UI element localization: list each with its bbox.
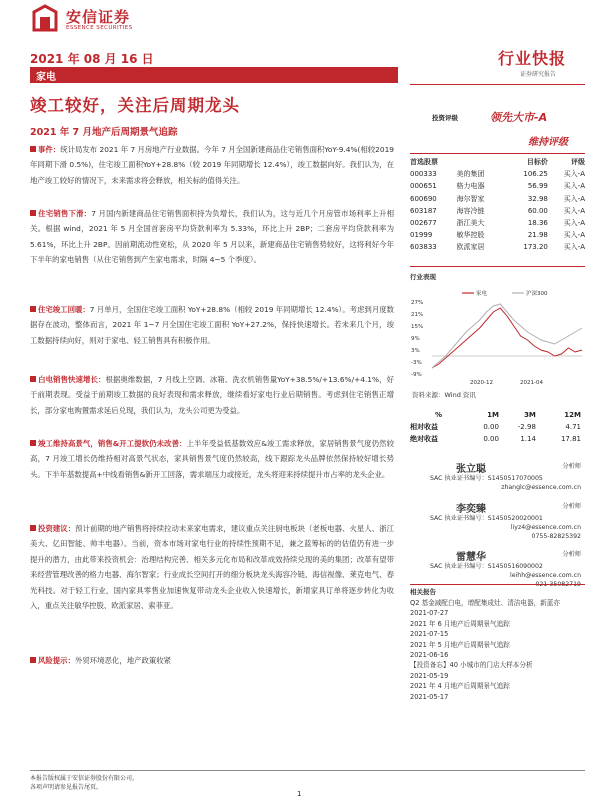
report-subtype: 证券研究报告 <box>520 71 557 78</box>
analyst-card <box>410 550 585 596</box>
related-item-title[interactable]: 2021 年 6 月地产后周期景气追踪 <box>410 619 510 628</box>
related-item-title[interactable]: 【投资备忘】40 小城市的门店大样本分析 <box>410 661 533 670</box>
performance-chart <box>410 288 585 386</box>
stock-name: 欧派家居 <box>456 243 485 252</box>
related-item[interactable] <box>410 640 585 661</box>
stock-name: 敏华控股 <box>456 231 485 240</box>
paragraph-completion <box>30 302 394 348</box>
y-tick-label: 15% <box>411 324 424 330</box>
y-tick-label: 3% <box>411 348 420 354</box>
stock-name: 海尔智家 <box>456 194 485 203</box>
table-row <box>410 217 585 229</box>
related-item[interactable] <box>410 598 585 619</box>
stock-rating: 买入-A <box>563 194 585 203</box>
related-item-title[interactable]: Q2 基金减配白电，增配集成灶、清洁电器，新蓝亦 <box>410 599 560 607</box>
stock-code: 603833 <box>410 243 437 252</box>
paragraph-appliance <box>30 372 394 418</box>
analyst-card <box>410 504 585 550</box>
bullet-icon <box>30 657 36 663</box>
paragraph-text: 外贸环境恶化，地产政策收紧 <box>74 656 172 665</box>
related-item-date: 2021-07-15 <box>410 630 449 639</box>
table-row <box>410 180 585 192</box>
divider <box>410 84 585 85</box>
stock-code: 000651 <box>410 182 437 191</box>
report-subtitle: 2021 年 7 月地产后周期景气追踪 <box>30 127 178 138</box>
related-item[interactable] <box>410 681 585 702</box>
analyst-title: 分析师 <box>562 551 581 558</box>
paragraph-head: 白电销售快速增长： <box>38 375 106 384</box>
bullet-icon <box>30 210 36 216</box>
series-line <box>432 308 582 368</box>
table-row <box>410 433 585 445</box>
perf-label: 绝对收益 <box>410 435 438 443</box>
paragraph-furniture <box>30 436 394 482</box>
paragraph-head: 事件： <box>38 145 61 154</box>
table-row <box>410 168 585 180</box>
stock-header: 评级 <box>571 158 585 167</box>
series-line <box>432 304 582 368</box>
stock-code: 01999 <box>410 231 433 240</box>
divider <box>410 153 585 154</box>
analyst-name: 张立聪 <box>456 464 486 475</box>
analyst-cert: SAC 执业证书编号：S1450517070005 <box>430 475 543 482</box>
perf-value: 0.00 <box>483 423 499 431</box>
x-tick-label: 2021-04 <box>520 380 543 386</box>
perf-header: 12M <box>564 410 581 419</box>
analyst-title: 分析师 <box>562 463 581 470</box>
paragraph-head: 竣工维持高景气，销售&开工提软仍未改善： <box>38 439 187 448</box>
stock-header: 目标价 <box>526 158 548 167</box>
perf-value: -2.98 <box>517 423 536 431</box>
report-title: 竣工较好，关注后周期龙头 <box>30 96 240 115</box>
analyst-name: 李奕臻 <box>456 504 486 515</box>
paragraph-event <box>30 142 394 188</box>
analyst-block <box>410 460 585 596</box>
paragraph-sales <box>30 206 394 268</box>
y-tick-label: -3% <box>411 360 422 366</box>
perf-header: 1M <box>487 410 499 419</box>
analyst-email[interactable]: leihh@essence.com.cn <box>510 572 581 579</box>
industry-label: 家电 <box>36 72 56 83</box>
stock-name: 格力电器 <box>456 182 485 191</box>
stock-target: 32.98 <box>527 194 548 203</box>
stock-rating: 买入-A <box>563 206 585 215</box>
paragraph-head: 住宅销售下滑： <box>38 209 92 218</box>
analyst-cert: SAC 执业证书编号：S1450516090002 <box>430 563 543 570</box>
paragraph-text: 7 月国内新建商品住宅销售面积持为负增长，我们认为，这与近几个月房管市场利率上升相关。根据 wind，2021 年 5 月全国首套房平均贷款利率为 5.33%，环比上升 2BP；二套房平均贷款利率为 5.61%，环比上升 2BP。因前期流动性宽松，从 2020 年 5 月以来，新建商品住宅销售势较好，这将利好今年下半年的家电销售（从住宅销售到产生家电需求，时隔 4~5 个季度）。 <box>30 209 394 265</box>
stock-name: 浙江美大 <box>456 219 485 228</box>
paragraph-text: 上半年受益低基数效应&竣工需求释放，家居销售景气度仍然较高，7 月竣工增长仍维持相对高景气状态，家具销售景气度仍然较高，线下跟踪龙头品牌依然保持较好增长势头。下半年基数提高+中线看销售&新开工回落，需求端压力或接近，龙头将迎来持续提升市占率的龙头企业。 <box>30 439 394 479</box>
paragraph-advice <box>30 521 394 613</box>
page-number: 1 <box>297 790 302 798</box>
paragraph-text: 7 月单月，全国住宅竣工面积 YoY+28.8%（相较 2019 年同期增长 12.4%）。考虑到月度数据存在波动，整体而言，2021 年 1~7 月全国住宅竣工面积 YoY+27.2%，保持快速增长。若未来几个月，竣工数据持续向好，则对于家电、轻工销售具有积极作用。 <box>30 305 394 345</box>
table-row <box>410 241 585 253</box>
related-item[interactable] <box>410 660 585 681</box>
stock-rating: 买入-A <box>563 170 585 179</box>
report-date: 2021 年 08 月 16 日 <box>30 52 154 66</box>
paragraph-head: 住宅竣工回暖： <box>38 305 90 314</box>
legend-label: 家电 <box>476 291 488 297</box>
chart-title: 行业表现 <box>410 273 436 281</box>
industry-bar <box>30 67 398 83</box>
y-tick-label: 9% <box>411 336 420 342</box>
stock-table <box>410 156 585 254</box>
related-item[interactable] <box>410 619 585 640</box>
stock-target: 106.25 <box>523 170 548 179</box>
analyst-name: 雷慧华 <box>456 552 486 563</box>
stock-rating: 买入-A <box>563 231 585 240</box>
y-tick-label: 21% <box>411 312 424 318</box>
stock-name: 美的集团 <box>456 170 485 179</box>
paragraph-risk <box>30 653 394 668</box>
bullet-icon <box>30 376 36 382</box>
table-row <box>410 205 585 217</box>
related-title: 相关报告 <box>410 588 436 596</box>
analyst-card <box>410 460 585 504</box>
stock-target: 21.98 <box>527 231 548 240</box>
stock-target: 60.00 <box>527 206 548 215</box>
divider <box>410 584 585 585</box>
logo-name: 安信证券 <box>66 8 131 26</box>
related-item-title[interactable]: 2021 年 5 月地产后周期景气追踪 <box>410 640 510 649</box>
analyst-email[interactable]: liyz4@essence.com.cn <box>510 524 581 531</box>
stock-code: 600690 <box>410 194 437 203</box>
footer-line2: 各项声明请参见报告尾页。 <box>30 784 103 791</box>
y-tick-label: 27% <box>411 300 424 306</box>
stock-code: 000333 <box>410 170 437 179</box>
rating-value: 领先大市-A <box>490 111 548 124</box>
perf-value: 4.71 <box>565 423 581 431</box>
perf-value: 1.14 <box>520 435 536 443</box>
related-item-date: 2021-05-19 <box>410 671 449 680</box>
x-tick-label: 2020-12 <box>470 380 493 386</box>
analyst-phone: 0755-82825392 <box>531 533 581 540</box>
perf-label: 相对收益 <box>410 423 438 431</box>
rating-label: 投资评级 <box>432 114 458 122</box>
perf-value: 0.00 <box>483 435 499 443</box>
legend-label: 沪深300 <box>526 291 548 297</box>
table-row <box>410 193 585 205</box>
y-tick-label: -9% <box>411 372 422 378</box>
performance-table <box>410 408 585 445</box>
perf-header: % <box>435 410 443 419</box>
divider <box>410 266 585 267</box>
perf-header: 3M <box>524 410 536 419</box>
company-logo-icon <box>30 4 60 34</box>
paragraph-text: 根据奥维数据，7 月线上空调、冰箱、洗衣机销售量YoY+38.5%/+13.6%/+4.1%，好于前期表现。受益于前期竣工数据的良好表现和需求释放，继续看好家电行业后期销售。考虑到住宅销售正增长，部分家电购置需求延后兑现，我们认为，龙头公司更为受益。 <box>30 375 394 415</box>
analyst-cert: SAC 执业证书编号：S1450520020001 <box>430 515 543 522</box>
related-list <box>410 598 585 702</box>
bullet-icon <box>30 525 36 531</box>
bullet-icon <box>30 440 36 446</box>
analyst-email[interactable]: zhanglc@essence.com.cn <box>501 484 581 491</box>
stock-target: 173.20 <box>523 243 548 252</box>
stock-rating: 买入-A <box>563 182 585 191</box>
chart-source: 资料来源：Wind 资讯 <box>412 391 476 399</box>
stock-header: 首选股票 <box>410 158 438 167</box>
related-item-date: 2021-05-17 <box>410 692 449 701</box>
stock-target: 18.36 <box>527 219 548 228</box>
rating-keep: 维持评级 <box>528 137 568 148</box>
related-item-date: 2021-07-27 <box>410 609 449 618</box>
stock-code: 603187 <box>410 206 437 215</box>
paragraph-text: 预计前期的地产销售将持续拉动未来家电需求，建议重点关注厨电板块（老板电器、火星人、浙江美大、亿田智能、帅丰电器）。当前，资本市场对家电行业的持续性预期不足，兼之蓝筹标的的估值仍有进一步提升的潜力，由此带来投资机会：治理结构完善、相关多元化布局和改革成效持续兑现的美的集团；改革有望带来经营管理改善的格力电器、海尔智家；行业成长空间打开的细分板块龙头海容冷链、海信视像、莱克电气、春光科技。对于轻工行业，国内家具零售业加速恢复带动龙头企业收入快速增长，新增家具订单将逐步转化为收入，重点关注敏华控股、欧派家居、索菲亚。 <box>30 524 394 611</box>
stock-target: 56.99 <box>527 182 548 191</box>
report-type: 行业快报 <box>498 49 567 68</box>
paragraph-head: 投资建议： <box>38 524 76 533</box>
bullet-icon <box>30 146 36 152</box>
table-row <box>410 421 585 433</box>
related-item-title[interactable]: 2021 年 4 月地产后周期景气追踪 <box>410 682 510 691</box>
stock-rating: 买入-A <box>563 219 585 228</box>
perf-value: 17.81 <box>560 435 581 443</box>
paragraph-head: 风险提示： <box>38 656 75 665</box>
stock-code: 002677 <box>410 219 437 228</box>
footer-divider <box>30 770 585 771</box>
logo-subtitle: ESSENCE SECURITIES <box>66 25 133 31</box>
bullet-icon <box>30 306 36 312</box>
analyst-title: 分析师 <box>562 503 581 510</box>
table-row <box>410 229 585 241</box>
stock-rating: 买入-A <box>563 243 585 252</box>
related-item-date: 2021-06-16 <box>410 651 449 660</box>
footer-line1: 本报告版权属于安信证券股份有限公司。 <box>30 775 139 782</box>
stock-name: 海容冷链 <box>456 206 485 215</box>
paragraph-text: 统计局发布 2021 年 7 月房地产行业数据。今年 7 月全国新建商品住宅销售面积YoY-9.4%(相较2019 年同期下滑 0.5%)，住宅竣工面积YoY+28.8%（较 2019 年同期增长 12.4%），竣工数据向好。我们认为，在地产竣工较好的情况下，未来需求将会释放，相关标的值得关注。 <box>30 145 394 185</box>
